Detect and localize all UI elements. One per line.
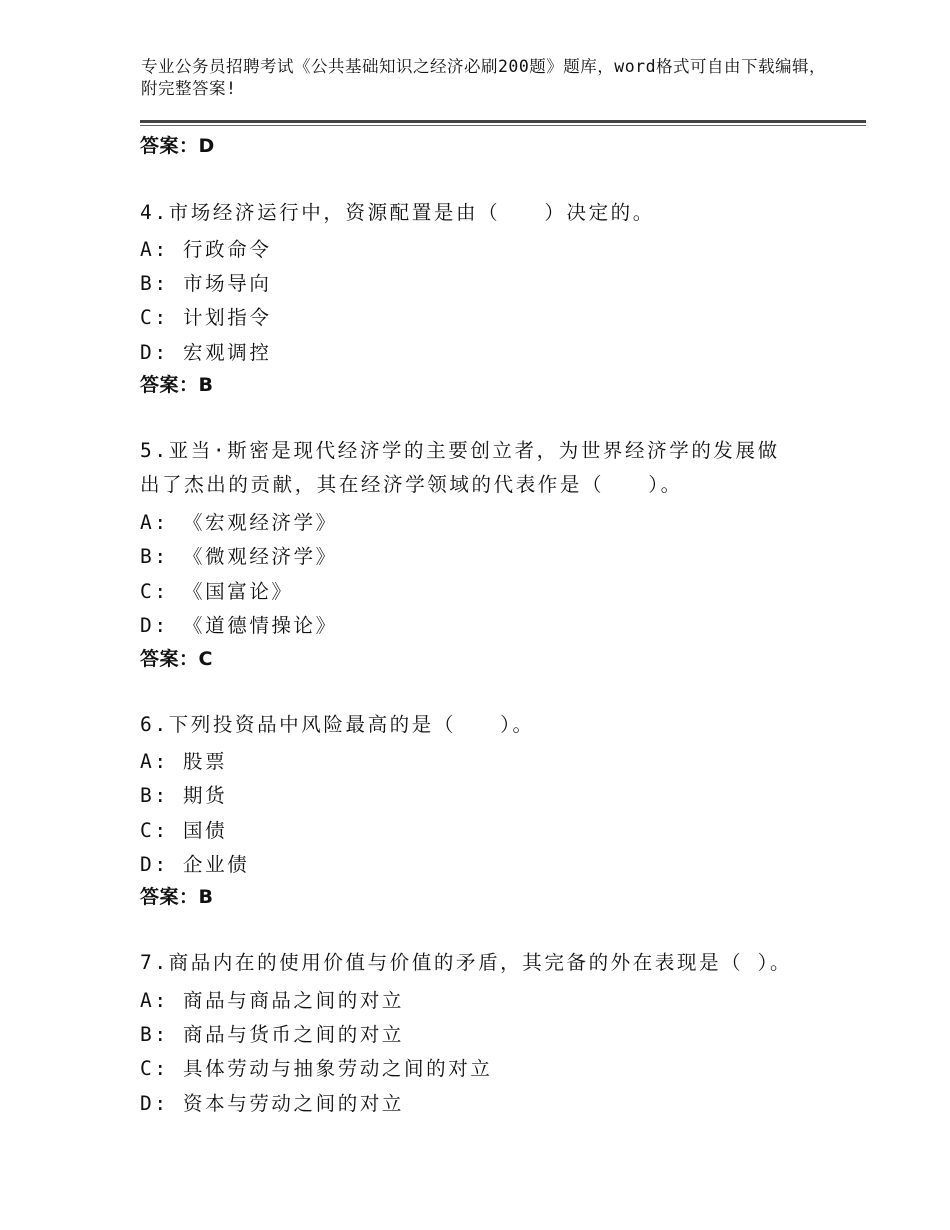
question-6-option-b: B: 期货	[140, 784, 228, 807]
document-header: 专业公务员招聘考试《公共基础知识之经济必刷200题》题库，word格式可自由下载编辑，附完整答案!	[141, 57, 827, 98]
question-4-text: 4.市场经济运行中，资源配置是由（ ）决定的。	[140, 201, 655, 224]
question-6-option-d: D: 企业债	[140, 853, 250, 876]
question-5-text: 5.亚当·斯密是现代经济学的主要创立者，为世界经济学的发展做出了杰出的贡献，其在经济学领域的代表作是（ ）。	[140, 439, 780, 496]
question-6-text: 6.下列投资品中风险最高的是（ ）。	[140, 713, 535, 736]
question-5-option-d: D: 《道德情操论》	[140, 614, 338, 637]
question-4-option-a: A: 行政命令	[140, 238, 272, 261]
question-4-option-b: B: 市场导向	[140, 272, 272, 295]
header-rule-thick	[140, 120, 866, 123]
question-4-option-d: D: 宏观调控	[140, 341, 272, 364]
question-5-option-b: B: 《微观经济学》	[140, 545, 338, 568]
question-7-option-b: B: 商品与货币之间的对立	[140, 1023, 405, 1046]
question-5-answer: 答案：C	[140, 648, 213, 670]
question-6-option-a: A: 股票	[140, 750, 228, 773]
question-6-answer: 答案：B	[140, 886, 214, 908]
answer-prev: 答案：D	[140, 135, 215, 157]
question-7-option-d: D: 资本与劳动之间的对立	[140, 1092, 405, 1115]
question-4-answer: 答案：B	[140, 374, 214, 396]
question-5-option-c: C: 《国富论》	[140, 580, 294, 603]
question-4-option-c: C: 计划指令	[140, 306, 272, 329]
question-7-option-a: A: 商品与商品之间的对立	[140, 989, 405, 1012]
question-7-text: 7.商品内在的使用价值与价值的矛盾，其完备的外在表现是（ ）。	[140, 951, 793, 974]
question-5-option-a: A: 《宏观经济学》	[140, 511, 338, 534]
question-7-option-c: C: 具体劳动与抽象劳动之间的对立	[140, 1057, 493, 1080]
question-6-option-c: C: 国债	[140, 819, 228, 842]
header-rule-thin	[140, 125, 866, 126]
